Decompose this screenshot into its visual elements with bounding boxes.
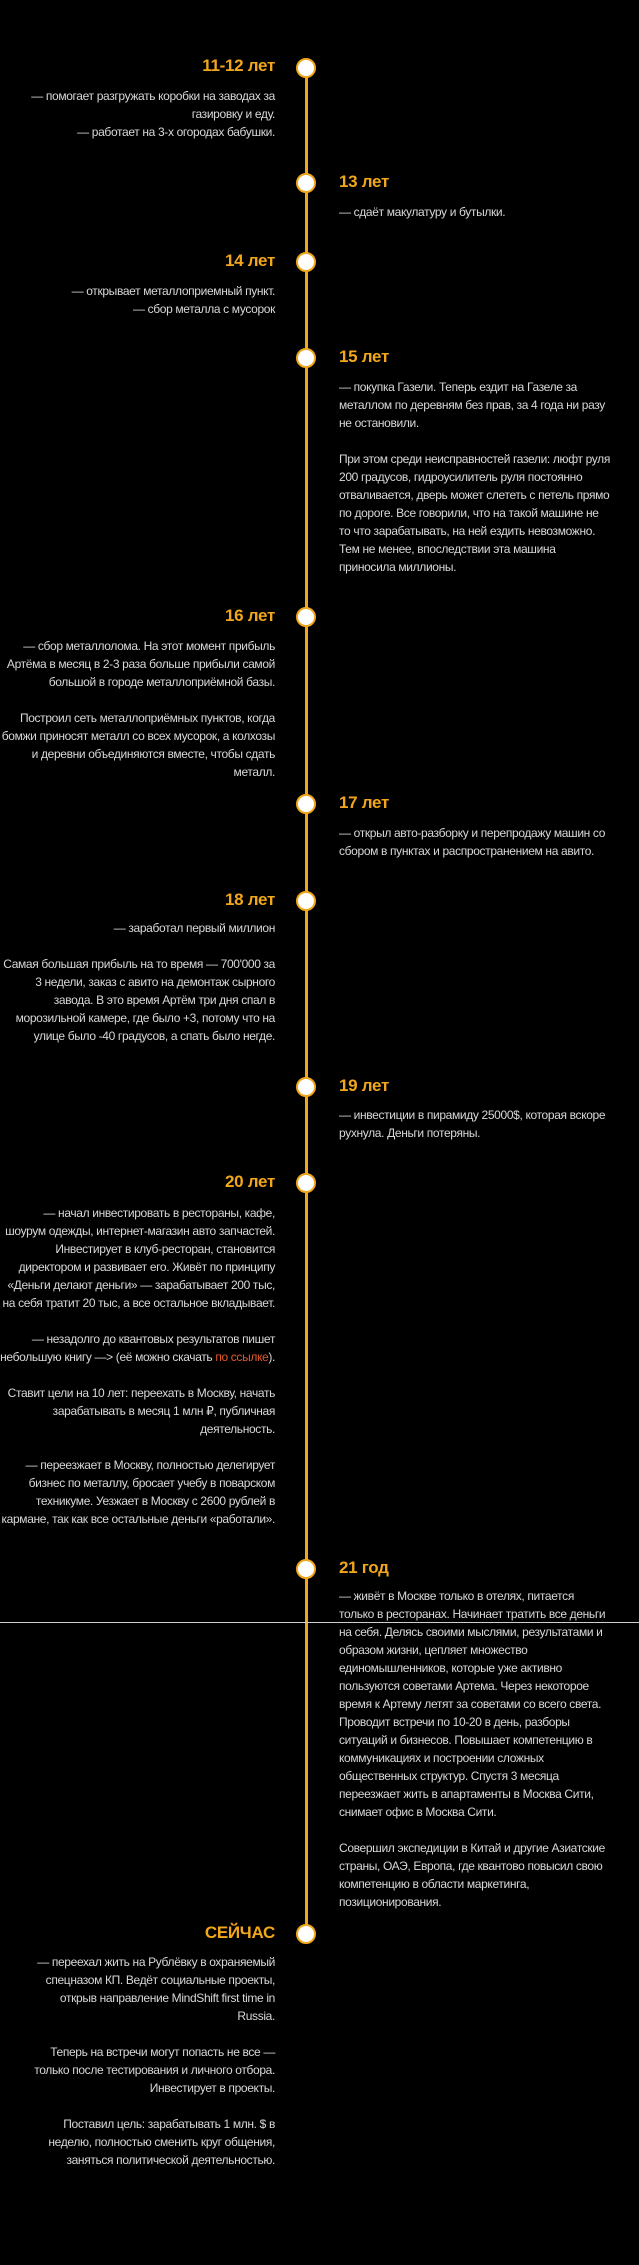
timeline-node-19 — [296, 1077, 316, 1097]
milestone-title-now: СЕЙЧАС — [204, 1923, 275, 1942]
timeline-node-21 — [296, 1559, 316, 1579]
timeline-node-16 — [296, 607, 316, 627]
milestone-text-14 — [0, 282, 275, 318]
milestone-paragraph: — заработал первый миллион — [113, 921, 275, 935]
book-text-after: ). — [268, 1350, 275, 1364]
milestone-paragraph: — сдаёт макулатуру и бутылки. — [339, 205, 506, 219]
milestone-title-16: 16 лет — [225, 606, 275, 625]
timeline-node-18 — [296, 891, 316, 911]
milestone-paragraph: — помогает разгружать коробки на заводах за газировку и еду. — работает на 3-х огородах бабушки. — [31, 89, 275, 139]
milestone-title-15: 15 лет — [339, 347, 389, 366]
milestone-title-19: 19 лет — [339, 1076, 389, 1095]
milestone-text-19 — [339, 1106, 611, 1142]
milestone-title-20: 20 лет — [225, 1172, 275, 1191]
milestone-text-16 — [0, 637, 275, 781]
timeline-node-now — [296, 1924, 316, 1944]
milestone-text-17 — [339, 824, 611, 860]
milestone-paragraph: Поставил цель: зарабатывать 1 млн. $ в неделю, полностью сменить круг общения, заняться политической деятельностью. — [48, 2117, 275, 2167]
milestone-title-18: 18 лет — [225, 890, 275, 909]
milestone-text-18 — [0, 919, 275, 1045]
milestone-paragraph: — открыл авто-разборку и перепродажу машин со сбором в пунктах и распространением на авито. — [339, 826, 606, 858]
milestone-paragraph: Теперь на встречи могут попасть не все — только после тестирования и личного отбора. Инвестирует в проекты. — [34, 2045, 275, 2095]
milestone-text-11-12 — [25, 87, 275, 141]
timeline-node-17 — [296, 794, 316, 814]
milestone-title-11-12: 11-12 лет — [202, 56, 275, 75]
milestone-title-21: 21 год — [339, 1558, 389, 1577]
timeline-line — [305, 66, 308, 1934]
milestone-paragraph: Совершил экспедиции в Китай и другие Азиатские страны, ОАЭ, Европа, где квантово повысил свою компетенцию в области маркетинга, позиционирования. — [339, 1841, 605, 1909]
milestone-paragraph: — переезжает в Москву, полностью делегирует бизнес по металлу, бросает учебу в поварском техникуме. Уезжает в Москву с 2600 рублей в кармане, так как все остальные деньги «работали». — [1, 1458, 275, 1526]
milestone-paragraph: — переехал жить на Рублёвку в охраняемый спецназом КП. Ведёт социальные проекты, открыв направление MindShift first time in Russia. — [37, 1955, 275, 2023]
milestone-paragraph: — покупка Газели. Теперь ездит на Газеле за металлом по деревням без прав, за 4 года ни разу не остановили. — [339, 380, 605, 430]
timeline-node-14 — [296, 252, 316, 272]
milestone-paragraph: — инвестиции в пирамиду 25000$, которая вскоре рухнула. Деньги потеряны. — [339, 1108, 606, 1140]
milestone-paragraph: — открывает металлоприемный пункт. — сбор металла с мусорок — [71, 284, 275, 316]
timeline-node-15 — [296, 348, 316, 368]
milestone-paragraph: — начал инвестировать в рестораны, кафе, шоурум одежды, интернет-магазин авто запчастей. Инвестирует в клуб-ресторан, становится директором и развивает его. Живёт по принципу «Деньги делают деньги» — зарабатывает 200 тыс, на себя тратит 20 тыс, а все остальное вкладывает. — [2, 1206, 275, 1310]
milestone-paragraph-book — [0, 1330, 275, 1366]
book-text-before: — незадолго до квантовых результатов пишет небольшую книгу —> (её можно скачать — [0, 1332, 275, 1364]
milestone-paragraph: Самая большая прибыль на то время — 700'000 за 3 недели, заказ с авито на демонтаж сырного завода. В это время Артём три дня спал в морозильной камере, где было +3, потому что на улице было -40 градусов, а спать было негде. — [3, 957, 275, 1043]
milestone-title-14: 14 лет — [225, 251, 275, 270]
milestone-text-13 — [339, 203, 611, 221]
milestone-text-now — [20, 1953, 275, 2169]
milestone-title-17: 17 лет — [339, 793, 389, 812]
milestone-title-13: 13 лет — [339, 172, 389, 191]
timeline-node-11-12 — [296, 58, 316, 78]
milestone-paragraph: При этом среди неисправностей газели: люфт руля 200 градусов, гидроусилитель руля постоянно отваливается, дверь может слететь с петель прямо по дороге. Все говорили, что на такой машине не то что зарабатывать, на ней ездить невозможно. Тем не менее, впоследствии эта машина приносила миллионы. — [339, 452, 610, 574]
milestone-paragraph: Построил сеть металлоприёмных пунктов, когда бомжи приносят металл со всех мусорок, а колхозы и деревни объединяются вместе, чтобы сдать металл. — [1, 711, 275, 779]
milestone-paragraph: — живёт в Москве только в отелях, питается только в ресторанах. Начинает тратить все деньги на себя. Делясь своими мыслями, результатами и образом жизни, цепляет множество единомышленников, которые уже активно пользуются советами Артема. Через некоторое время к Артему летят за советами со всего света. Проводит встречи по 10-20 в день, разборы ситуаций и бизнесов. Повышает компетенцию в коммуникациях и построении сложных общественных структур. Спустя 3 месяца переезжает жить в апартаменты в Москва Сити, снимает офис в Москва Сити. — [339, 1589, 606, 1819]
milestone-paragraph: Ставит цели на 10 лет: переехать в Москву, начать зарабатывать в месяц 1 млн ₽, публичная деятельность. — [7, 1386, 275, 1436]
book-download-link[interactable]: по ссылке — [215, 1350, 269, 1364]
milestone-text-20 — [0, 1204, 275, 1528]
milestone-text-15 — [339, 378, 611, 576]
milestone-paragraph: — сбор металлолома. На этот момент прибыль Артёма в месяц в 2-3 раза больше прибыли самой большой в городе металлоприёмной базы. — [6, 639, 275, 689]
timeline-node-13 — [296, 173, 316, 193]
milestone-text-21 — [339, 1587, 611, 1911]
timeline-node-20 — [296, 1173, 316, 1193]
